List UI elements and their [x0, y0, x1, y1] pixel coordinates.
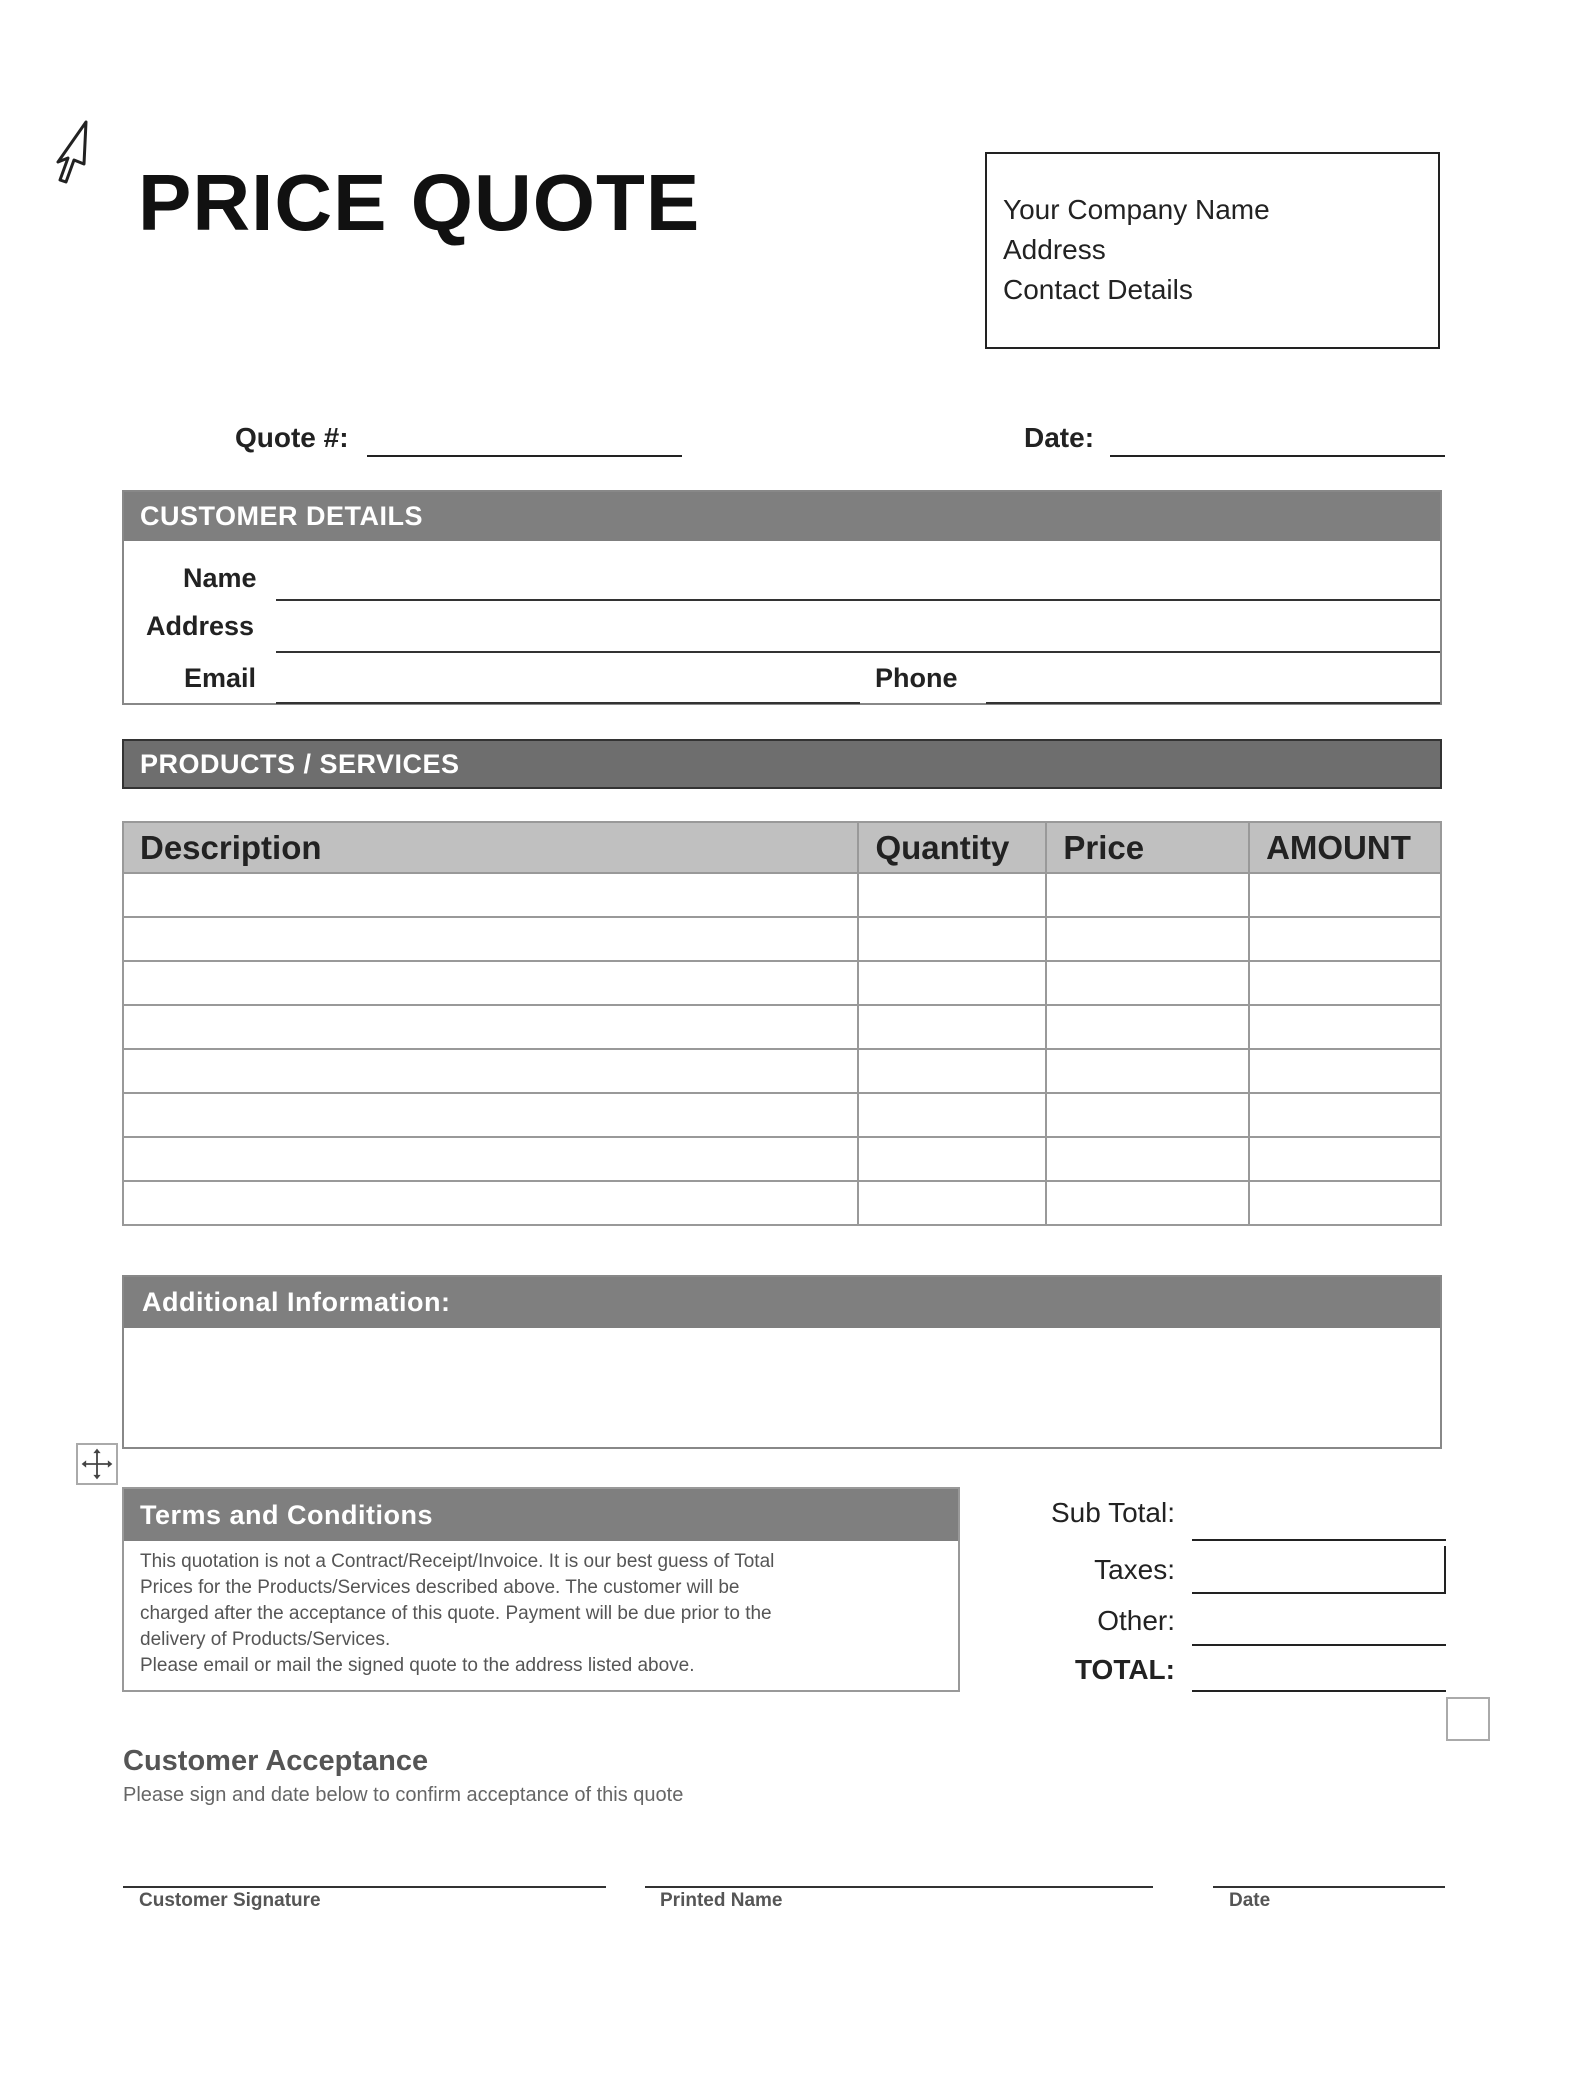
terms-line: Prices for the Products/Services described above. The customer will be [140, 1577, 740, 1598]
quantity-cell[interactable] [858, 1005, 1046, 1049]
amount-cell[interactable] [1249, 1181, 1441, 1225]
price-cell[interactable] [1046, 961, 1249, 1005]
subtotal-label: Sub Total: [1050, 1497, 1175, 1528]
acceptance-subtext: Please sign and date below to confirm acceptance of this quote [123, 1784, 684, 1806]
company-name: Your Company Name [1003, 194, 1270, 225]
description-cell[interactable] [123, 917, 858, 961]
additional-info-section [122, 1275, 1442, 1449]
column-header-description: Description [123, 822, 858, 873]
amount-cell[interactable] [1249, 917, 1441, 961]
acceptance-heading: Customer Acceptance [123, 1745, 429, 1777]
column-header-quantity: Quantity [858, 822, 1046, 873]
terms-text [124, 1541, 958, 1679]
subtotal-field[interactable] [1192, 1539, 1446, 1541]
table-row [123, 1005, 1441, 1049]
amount-cell[interactable] [1249, 1005, 1441, 1049]
customer-name-field[interactable] [276, 599, 1440, 601]
column-header-amount: AMOUNT [1249, 822, 1441, 873]
customer-name-label: Name [183, 563, 257, 593]
description-cell[interactable] [123, 1137, 858, 1181]
products-services-heading: PRODUCTS / SERVICES [122, 739, 1442, 789]
total-field[interactable] [1192, 1690, 1446, 1692]
table-row [123, 1093, 1441, 1137]
checkbox[interactable] [1446, 1697, 1490, 1741]
taxes-label: Taxes: [1094, 1554, 1175, 1585]
total-label: TOTAL: [1074, 1654, 1175, 1685]
quantity-cell[interactable] [858, 961, 1046, 1005]
price-cell[interactable] [1046, 1093, 1249, 1137]
acceptance-date-field[interactable] [1213, 1886, 1445, 1888]
table-row [123, 1137, 1441, 1181]
date-field[interactable] [1110, 455, 1445, 457]
customer-email-field[interactable] [276, 702, 860, 704]
description-cell[interactable] [123, 961, 858, 1005]
price-cell[interactable] [1046, 1005, 1249, 1049]
amount-cell[interactable] [1249, 1093, 1441, 1137]
description-cell[interactable] [123, 1049, 858, 1093]
customer-address-label: Address [146, 611, 255, 641]
company-contact: Contact Details [1003, 274, 1193, 305]
terms-line: charged after the acceptance of this quote. Payment will be due prior to the [140, 1603, 772, 1624]
move-handle-icon[interactable] [76, 1443, 118, 1485]
customer-phone-label: Phone [875, 663, 958, 693]
price-cell[interactable] [1046, 873, 1249, 917]
price-cell[interactable] [1046, 1049, 1249, 1093]
table-row [123, 917, 1441, 961]
company-info-box[interactable] [985, 152, 1440, 349]
quantity-cell[interactable] [858, 1049, 1046, 1093]
table-row [123, 873, 1441, 917]
printed-name-label: Printed Name [660, 1890, 783, 1911]
quote-number-label: Quote #: [235, 422, 349, 453]
cursor-arrow-icon [52, 118, 98, 184]
table-header-row [123, 822, 1441, 873]
amount-cell[interactable] [1249, 873, 1441, 917]
price-cell[interactable] [1046, 1137, 1249, 1181]
terms-section [122, 1487, 960, 1692]
text-caret [1444, 1546, 1446, 1592]
description-cell[interactable] [123, 1093, 858, 1137]
quantity-cell[interactable] [858, 873, 1046, 917]
price-cell[interactable] [1046, 917, 1249, 961]
printed-name-field[interactable] [645, 1886, 1153, 1888]
description-cell[interactable] [123, 1181, 858, 1225]
price-cell[interactable] [1046, 1181, 1249, 1225]
description-cell[interactable] [123, 1005, 858, 1049]
page-title: PRICE QUOTE [138, 158, 701, 247]
table-row [123, 1049, 1441, 1093]
taxes-field[interactable] [1192, 1592, 1446, 1594]
other-field[interactable] [1192, 1644, 1446, 1646]
description-cell[interactable] [123, 873, 858, 917]
customer-phone-field[interactable] [986, 702, 1440, 704]
terms-heading: Terms and Conditions [124, 1489, 958, 1541]
quote-number-field[interactable] [367, 455, 682, 457]
acceptance-date-label: Date [1229, 1890, 1271, 1911]
quantity-cell[interactable] [858, 1181, 1046, 1225]
signature-field[interactable] [123, 1886, 606, 1888]
additional-info-heading: Additional Information: [124, 1277, 1440, 1328]
column-header-price: Price [1046, 822, 1249, 873]
table-row [123, 1181, 1441, 1225]
amount-cell[interactable] [1249, 1137, 1441, 1181]
customer-details-section [122, 490, 1442, 705]
quantity-cell[interactable] [858, 1137, 1046, 1181]
amount-cell[interactable] [1249, 961, 1441, 1005]
customer-address-field[interactable] [276, 651, 1440, 653]
customer-email-label: Email [184, 663, 257, 693]
terms-line: Please email or mail the signed quote to the address listed above. [140, 1655, 695, 1676]
quantity-cell[interactable] [858, 1093, 1046, 1137]
signature-label: Customer Signature [139, 1890, 321, 1911]
customer-details-heading: CUSTOMER DETAILS [124, 492, 1440, 541]
additional-info-field[interactable] [124, 1328, 1440, 1446]
table-row [123, 961, 1441, 1005]
terms-line: delivery of Products/Services. [140, 1629, 391, 1650]
line-items-table [122, 821, 1442, 1226]
quantity-cell[interactable] [858, 917, 1046, 961]
terms-line: This quotation is not a Contract/Receipt/Invoice. It is our best guess of Total [140, 1551, 775, 1572]
company-address: Address [1003, 234, 1106, 265]
amount-cell[interactable] [1249, 1049, 1441, 1093]
other-label: Other: [1097, 1605, 1175, 1636]
date-label: Date: [1024, 422, 1095, 453]
